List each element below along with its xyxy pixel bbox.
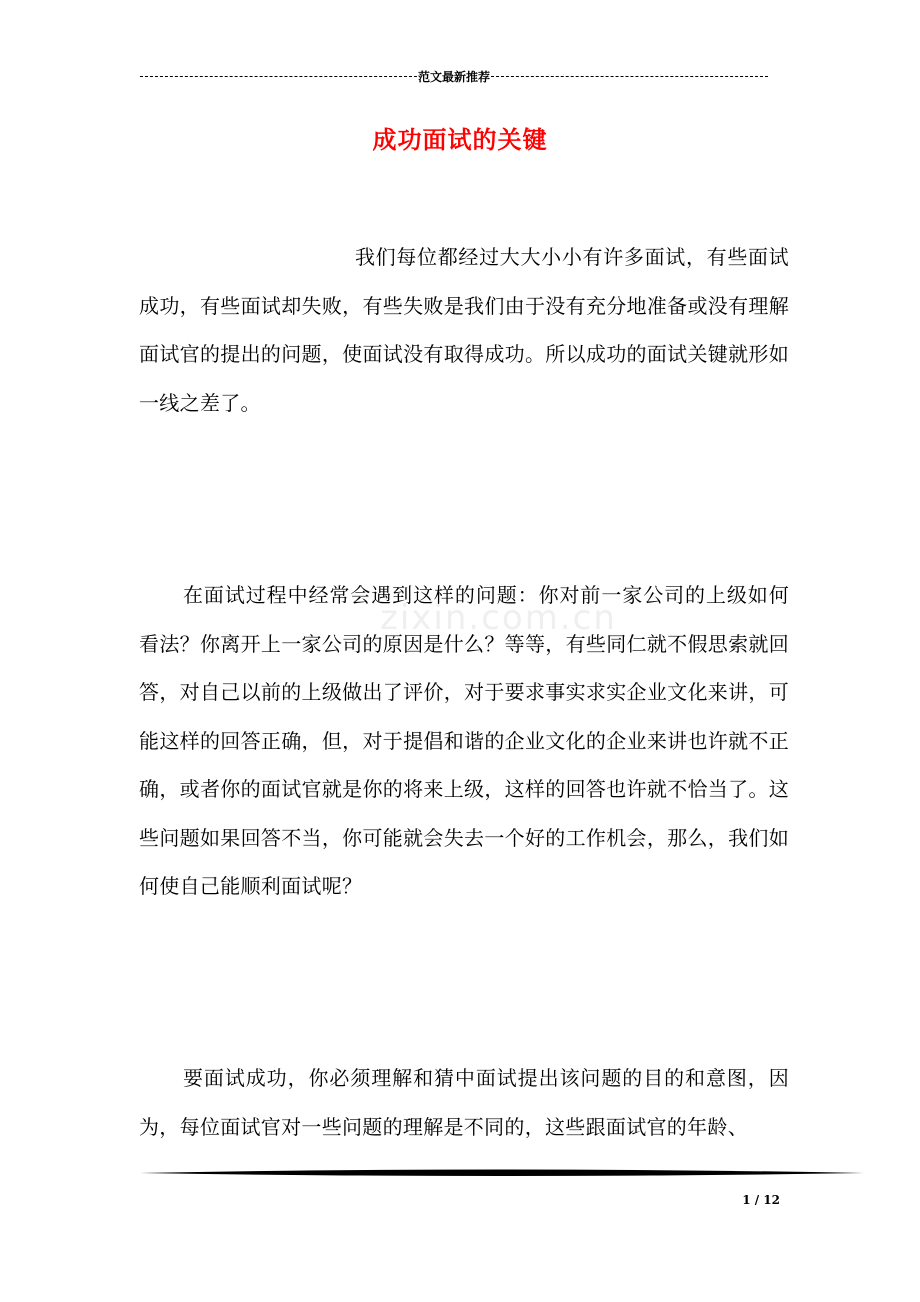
paragraph-intro: 我们每位都经过大大小小有许多面试，有些面试成功，有些面试却失败，有些失败是我们由于没有充分地准备或没有理解面试官的提出的问题，使面试没有取得成功。所以成功的面试关键就形如一线之差了。 [139, 245, 789, 415]
paragraph-questions: 在面试过程中经常会遇到这样的问题：你对前一家公司的上级如何看法？你离开上一家公司的原因是什么？等等，有些同仁就不假思索就回答，对自己以前的上级做出了评价，对于要求事实求实企业文化来讲，可能这样的回答正确，但，对于提倡和谐的企业文化的企业来讲也许就不正确，或者你的面试官就是你的将来上级，这样的回答也许就不恰当了。这些问题如果回答不当，你可能就会失去一个好的工作机会，那么，我们如何使自己能顺利面试呢？ [139, 583, 789, 898]
header-dash-left [140, 76, 417, 77]
header-label: 范文最新推荐 [418, 69, 491, 84]
header-line [140, 66, 768, 86]
footer-rule [140, 1166, 864, 1180]
watermark: zixin.com.cn [380, 598, 617, 638]
page-number: 1 / 12 [742, 1193, 780, 1207]
paragraph-understanding: 要面试成功，你必须理解和猜中面试提出该问题的目的和意图，因为，每位面试官对一些问题的理解是不同的，这些跟面试官的年龄、 [139, 1066, 789, 1139]
document-title: 成功面试的关键 [372, 125, 548, 154]
header-dash-right [491, 76, 768, 77]
